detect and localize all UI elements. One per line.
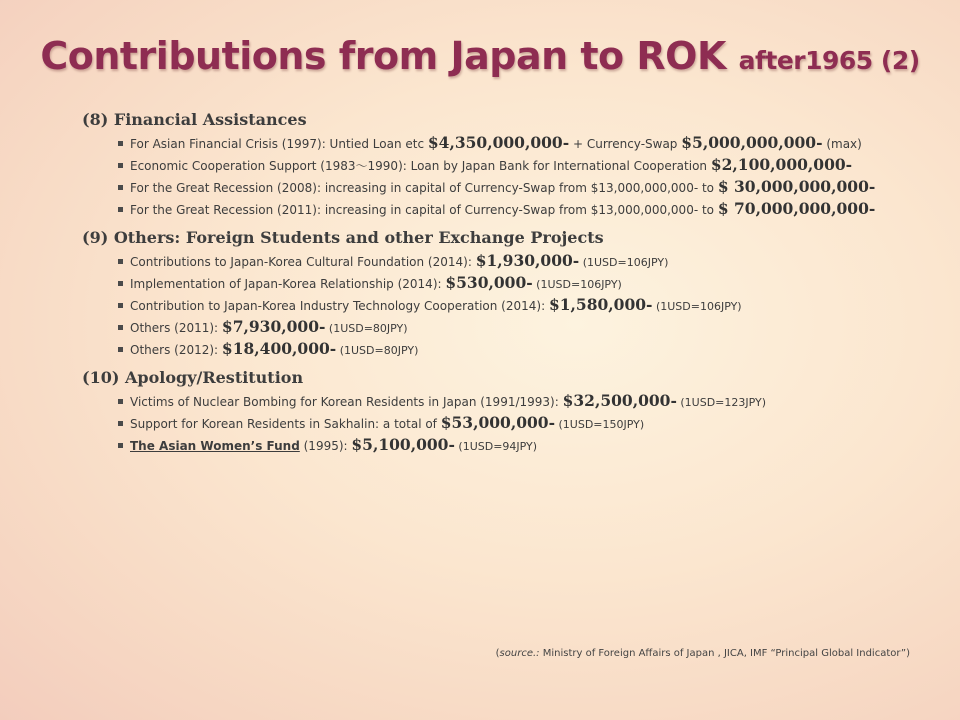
item-note: (1USD=123JPY) [676,396,767,409]
list-item [82,390,942,412]
square-bullet-icon [118,347,123,352]
item-text: For the Great Recession (2008): increasing in capital of Currency-Swap from $13,000,000,000- to [130,181,718,195]
item-amount: $32,500,000- [562,391,677,410]
title-main: Contributions from Japan to ROK [40,34,739,78]
square-bullet-icon [118,185,123,190]
item-amount: $1,580,000- [548,295,653,314]
item-text: + Currency-Swap [569,137,682,151]
item-amount: $4,350,000,000- [427,133,570,152]
item-text: Contribution to Japan-Korea Industry Technology Cooperation (2014): [130,299,549,313]
square-bullet-icon [118,207,123,212]
item-note: (1USD=106JPY) [532,278,622,291]
item-amount: $530,000- [445,273,533,292]
item-note: (1USD=150JPY) [555,418,645,431]
item-note: (max) [822,137,862,151]
item-note: (1USD=106JPY) [652,300,742,313]
square-bullet-icon [118,303,123,308]
item-text: For Asian Financial Crisis (1997): Untied Loan etc [130,137,428,151]
title-suffix: after1965 (2) [738,46,920,75]
section-heading-financial: (8) Financial Assistances [82,110,307,129]
item-text: For the Great Recession (2011): increasing in capital of Currency-Swap from $13,000,000,000- to [130,203,718,217]
item-note: (1USD=80JPY) [336,344,419,357]
source-citation [496,648,910,659]
section-heading-others: (9) Others: Foreign Students and other Exchange Projects [82,228,604,247]
item-amount: $5,000,000,000- [681,133,823,152]
item-amount: $18,400,000- [221,339,337,358]
source-text: Ministry of Foreign Affairs of Japan , JICA, IMF “Principal Global Indicator” [539,648,907,659]
item-amount: $5,100,000- [351,435,455,454]
item-text: Others (2012): [130,343,222,357]
list-item [82,176,942,198]
item-underlined-title: The Asian Women’s Fund [130,439,300,453]
list-item [82,338,942,360]
list-item [82,154,942,176]
item-amount: $2,100,000,000- [710,155,853,174]
item-text: Contributions to Japan-Korea Cultural Foundation (2014): [130,255,476,269]
square-bullet-icon [118,163,123,168]
list-item [82,294,942,316]
list-item [82,132,942,154]
item-amount: $ 30,000,000,000- [717,177,876,196]
square-bullet-icon [118,141,123,146]
source-close-paren: ) [906,648,910,659]
item-text: Victims of Nuclear Bombing for Korean Residents in Japan (1991/1993): [130,395,563,409]
list-item [82,250,942,272]
item-note: (1USD=106JPY) [579,256,669,269]
square-bullet-icon [118,325,123,330]
section-heading-apology: (10) Apology/Restitution [82,368,304,387]
item-text: Economic Cooperation Support (1983～1990): Loan by Japan Bank for International Cooperation [130,159,711,173]
item-amount: $7,930,000- [221,317,326,336]
source-open-paren: ( [495,648,500,659]
slide-title [0,34,960,78]
item-amount: $1,930,000- [475,251,580,270]
list-item [82,434,942,456]
item-text: Implementation of Japan-Korea Relationship (2014): [130,277,446,291]
list-item [82,198,942,220]
square-bullet-icon [118,281,123,286]
item-amount: $53,000,000- [440,413,556,432]
item-amount: $ 70,000,000,000- [717,199,876,218]
list-item [82,316,942,338]
item-text: Others (2011): [130,321,222,335]
square-bullet-icon [118,259,123,264]
square-bullet-icon [118,421,123,426]
slide-content [82,108,942,456]
source-label: source.: [499,648,540,659]
item-note: (1USD=80JPY) [325,322,408,335]
list-item [82,272,942,294]
square-bullet-icon [118,399,123,404]
list-item [82,412,942,434]
square-bullet-icon [118,443,123,448]
item-text: Support for Korean Residents in Sakhalin: a total of [130,417,441,431]
item-note: (1USD=94JPY) [454,440,538,453]
item-text: (1995): [299,439,352,453]
